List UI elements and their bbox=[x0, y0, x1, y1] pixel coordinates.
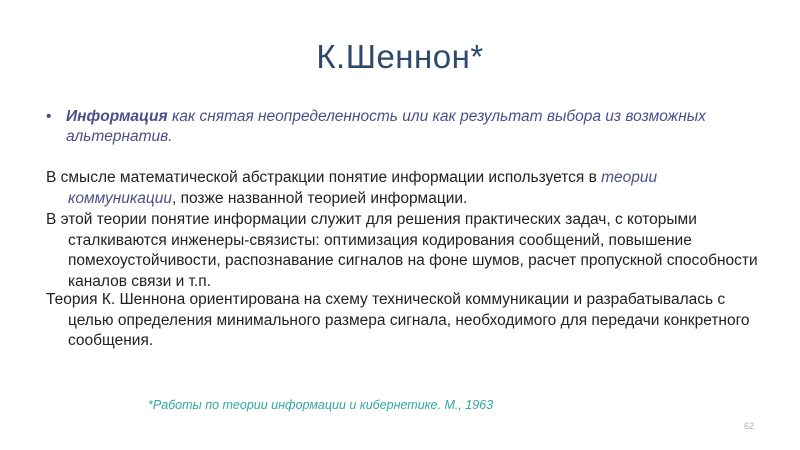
paragraph-1-highlight: теории коммуникации bbox=[68, 169, 658, 207]
paragraph-1 bbox=[46, 168, 758, 209]
slide-title: К.Шеннон* bbox=[316, 38, 484, 75]
paragraph-3 bbox=[46, 290, 758, 352]
page-number: 62 bbox=[743, 421, 754, 431]
paragraph-2-text: В этой теории понятие информации служит для решения практических задач, с которыми сталкиваются инженеры-связисты: оптимизация кодирования сообщений, повышение помехоустойчивости, распознавание сигналов на фоне шумов, расчет пропускной способности каналов связи и т.п. bbox=[46, 211, 758, 290]
bullet-marker: • bbox=[46, 108, 52, 125]
bullet-definition: как снятая неопределенность или как результат выбора из возможных альтернатив. bbox=[66, 108, 706, 145]
footnote: *Работы по теории информации и кибернетике. М., 1963 bbox=[148, 398, 494, 412]
paragraph-2 bbox=[46, 210, 758, 292]
bullet-term: Информация bbox=[66, 108, 168, 125]
paragraph-1-text-after: , позже названной теорией информации. bbox=[171, 189, 468, 207]
paragraph-3-text: Теория К. Шеннона ориентирована на схему технической коммуникации и разрабатывалась с целью определения минимального размера сигнала, необходимого для передачи конкретного сообщения. bbox=[46, 291, 750, 349]
definition-bullet bbox=[46, 107, 761, 147]
bullet-text bbox=[46, 107, 761, 147]
paragraph-1-text-before: В смысле математической абстракции понятие информации используется в bbox=[46, 169, 602, 186]
